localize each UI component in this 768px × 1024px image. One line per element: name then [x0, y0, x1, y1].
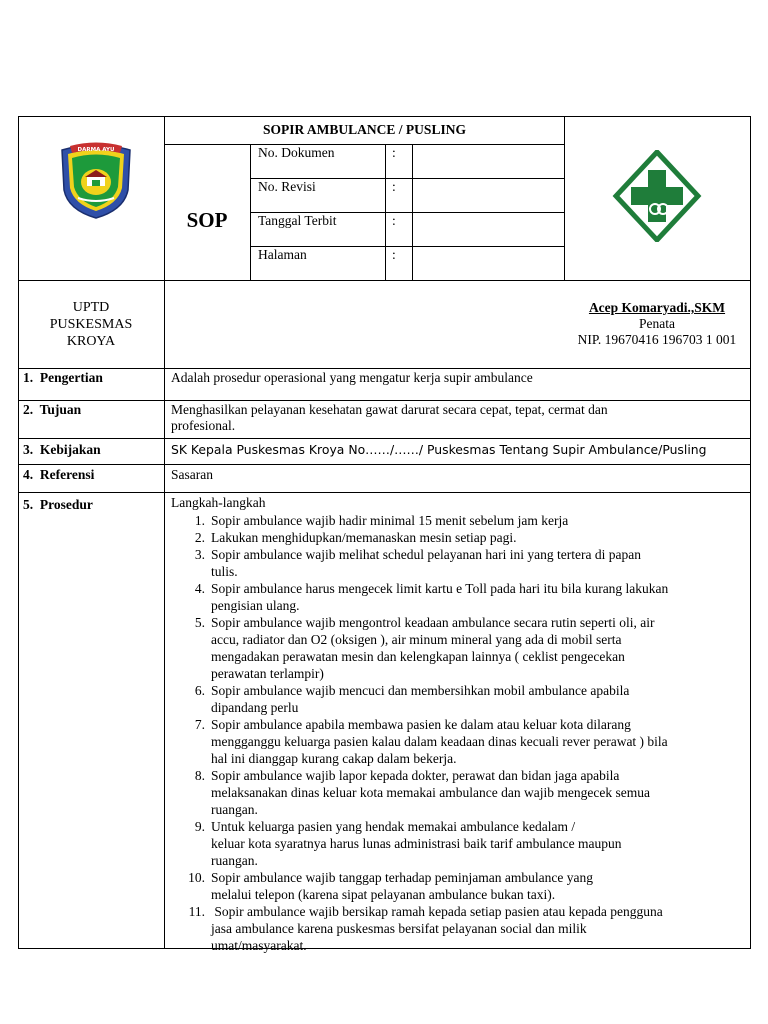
section-prosedur-intro: Langkah-langkah — [171, 495, 266, 510]
meta-label-halaman: Halaman — [258, 247, 307, 262]
procedure-step — [180, 716, 740, 767]
step-text-line: Sopir ambulance harus mengecek limit kartu e Toll pada hari itu bila kurang lakukan — [211, 581, 669, 596]
step-text-line: Sopir ambulance wajib tanggap terhadap peminjaman ambulance yang — [211, 870, 593, 885]
step-text-line: melaksanakan dinas keluar kota memakai ambulance dan wajib mengecek semua — [211, 785, 650, 800]
procedure-step — [180, 682, 740, 716]
step-text-line: mengadakan perawatan mesin dan kelengkapan lainnya ( ceklist pengecekan — [211, 649, 625, 664]
divider — [18, 400, 751, 401]
procedure-step — [180, 529, 740, 546]
step-text-line: Sopir ambulance wajib mencuci dan membersihkan mobil ambulance apabila — [211, 683, 630, 698]
crest-banner-text: DARMA AYU — [77, 147, 115, 153]
step-number: 4. — [194, 581, 205, 596]
divider — [164, 368, 165, 949]
section-label-referensi: 4. Referensi — [23, 467, 95, 482]
section-content-tujuan-line-1: Menghasilkan pelayanan kesehatan gawat darurat secara cepat, tepat, cermat dan — [171, 402, 608, 417]
procedure-step — [180, 767, 740, 818]
table-border-right — [750, 116, 751, 949]
step-text-line: Untuk keluarga pasien yang hendak memakai ambulance kedalam / — [211, 819, 576, 834]
section-content-referensi: Sasaran — [171, 467, 213, 482]
procedure-step — [180, 580, 740, 614]
section-content-pengertian: Adalah prosedur operasional yang mengatur kerja supir ambulance — [171, 370, 533, 385]
divider — [564, 116, 565, 280]
divider — [18, 464, 751, 465]
step-number: 5. — [194, 615, 205, 630]
meta-sep: : — [392, 179, 396, 194]
step-text-line: dipandang perlu — [211, 700, 299, 715]
step-text-line: Sopir ambulance wajib hadir minimal 15 menit sebelum jam kerja — [211, 513, 569, 528]
step-text-line: hal ini dianggap kurang cakap dalam bekerja. — [211, 751, 457, 766]
step-text-line: tulis. — [211, 564, 238, 579]
step-text-line: Sopir ambulance wajib melihat schedul pelayanan hari ini yang tertera di papan — [211, 547, 641, 562]
table-border-top — [18, 116, 751, 117]
step-number: 2. — [194, 530, 205, 545]
meta-sep: : — [392, 145, 396, 160]
step-text-line: Sopir ambulance wajib mengontrol keadaan ambulance secara rutin seperti oli, air — [211, 615, 655, 630]
divider — [18, 438, 751, 439]
signatory-name: Acep Komaryadi.,SKM — [588, 300, 726, 315]
step-number: 10. — [188, 870, 205, 885]
step-text-line: accu, radiator dan O2 (oksigen ), air minum mineral yang ada di mobil serta — [211, 632, 622, 647]
meta-sep: : — [392, 213, 396, 228]
section-label-pengertian: 1. Pengertian — [23, 370, 103, 385]
divider — [18, 368, 751, 369]
step-number: 6. — [194, 683, 205, 698]
org-line-1: UPTD — [72, 300, 110, 315]
sop-label: SOP — [186, 208, 228, 232]
step-text-line: jasa ambulance karena puskesmas bersifat pelayanan social dan milik — [211, 921, 587, 936]
divider — [18, 280, 751, 281]
step-text-line: ruangan. — [211, 853, 258, 868]
step-text-line: melalui telepon (karena sipat pelayanan ambulance bukan taxi). — [211, 887, 556, 902]
step-text-line: Sopir ambulance apabila membawa pasien ke dalam atau keluar kota dilarang — [211, 717, 631, 732]
procedure-step — [180, 614, 740, 682]
meta-label-no-dokumen: No. Dokumen — [258, 145, 335, 160]
step-text-line: ruangan. — [211, 802, 258, 817]
meta-label-tanggal-terbit: Tanggal Terbit — [258, 213, 337, 228]
step-text-line: umat/masyarakat. — [211, 938, 307, 953]
section-content-tujuan-line-2: profesional. — [171, 418, 236, 433]
step-text-line: Sopir ambulance wajib bersikap ramah kepada setiap pasien atau kepada pengguna — [211, 904, 663, 919]
step-number: 11. — [188, 904, 205, 919]
section-label-kebijakan: 3. Kebijakan — [23, 442, 101, 457]
step-number: 3. — [194, 547, 205, 562]
step-text-line: Lakukan menghidupkan/memanaskan mesin setiap pagi. — [211, 530, 517, 545]
signatory-nip: NIP. 19670416 196703 1 001 — [577, 332, 737, 347]
step-number: 1. — [194, 513, 205, 528]
signatory-rank: Penata — [639, 316, 675, 331]
org-line-3: KROYA — [66, 334, 116, 349]
step-number: 7. — [194, 717, 205, 732]
procedure-step — [180, 903, 740, 954]
procedure-step — [180, 818, 740, 869]
divider — [164, 144, 565, 145]
procedure-step — [180, 869, 740, 903]
section-content-kebijakan: SK Kepala Puskesmas Kroya No……/……/ Puskesmas Tentang Supir Ambulance/Pusling — [171, 442, 707, 457]
org-line-2: PUSKESMAS — [49, 317, 133, 332]
section-label-tujuan: 2. Tujuan — [23, 402, 82, 417]
step-number: 9. — [194, 819, 205, 834]
table-border-left — [18, 116, 19, 949]
divider — [18, 492, 751, 493]
meta-label-no-revisi: No. Revisi — [258, 179, 316, 194]
section-label-prosedur: 5. Prosedur — [23, 497, 93, 512]
puskesmas-cross-icon — [612, 150, 702, 242]
procedure-step — [180, 512, 740, 529]
step-number: 8. — [194, 768, 205, 783]
meta-sep: : — [392, 247, 396, 262]
step-text-line: mengganggu keluarga pasien kalau dalam keadaan dinas kecuali rever perawat ) bila — [211, 734, 668, 749]
procedure-step — [180, 546, 740, 580]
regency-crest-icon — [56, 140, 136, 220]
step-text-line: keluar kota syaratnya harus lunas administrasi baik tarif ambulance maupun — [211, 836, 622, 851]
divider — [164, 116, 165, 369]
step-text-line: pengisian ulang. — [211, 598, 300, 613]
step-text-line: Sopir ambulance wajib lapor kepada dokter, perawat dan bidan jaga apabila — [211, 768, 620, 783]
document-title: SOPIR AMBULANCE / PUSLING — [263, 122, 466, 137]
step-text-line: perawatan terlampir) — [211, 666, 324, 681]
